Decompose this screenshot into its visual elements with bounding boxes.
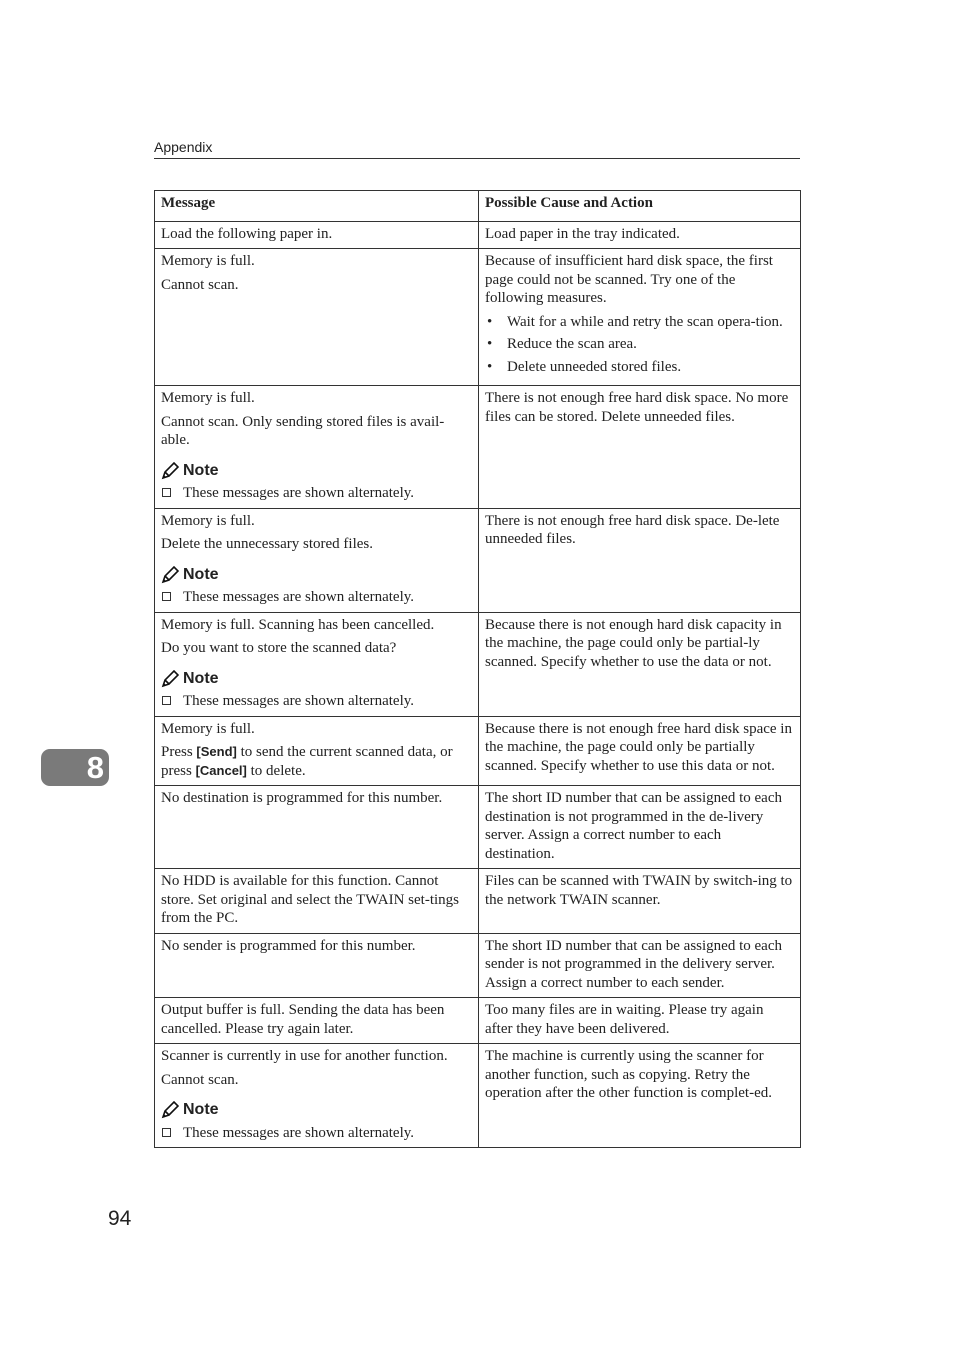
note-label: Note bbox=[183, 461, 219, 479]
message-text: Do you want to store the scanned data? bbox=[161, 640, 397, 656]
message-cell bbox=[155, 869, 479, 934]
action-text: Because of insufficient hard disk space, the first page could not be scanned. Try one of the following measures. bbox=[485, 253, 773, 306]
text-fragment: to send the current scanned data, or press bbox=[161, 744, 453, 779]
message-cell bbox=[155, 386, 479, 509]
message-text: No destination is programmed for this number. bbox=[161, 790, 443, 806]
table-row bbox=[155, 612, 801, 716]
table-row bbox=[155, 1044, 801, 1148]
action-cell bbox=[479, 249, 801, 386]
table-row bbox=[155, 869, 801, 934]
text-fragment: Press bbox=[161, 744, 197, 760]
table-row bbox=[155, 249, 801, 386]
message-cell bbox=[155, 998, 479, 1044]
action-text: The machine is currently using the scanner for another function, such as copying. Retry the operation after the other function is complet-ed. bbox=[485, 1048, 772, 1101]
message-text: Cannot scan. bbox=[161, 1071, 239, 1088]
table-row bbox=[155, 221, 801, 249]
note-item bbox=[161, 1124, 472, 1143]
send-key-label: [Send] bbox=[196, 744, 237, 759]
action-text: The short ID number that can be assigned to each destination is not programmed in the de-livery server. Assign a correct number to each destination. bbox=[485, 790, 782, 862]
action-text: Files can be scanned with TWAIN by switch-ing to the network TWAIN scanner. bbox=[485, 873, 793, 908]
action-text: Because there is not enough free hard disk space in the machine, the page could only be partially scanned. Specify whether to use this data or not. bbox=[485, 720, 792, 774]
message-text: Scanner is currently in use for another function. bbox=[161, 1048, 448, 1064]
note-label: Note bbox=[183, 1101, 219, 1118]
message-text: Delete the unnecessary stored files. bbox=[161, 536, 373, 552]
note-heading bbox=[161, 462, 472, 481]
cancel-key-label: [Cancel] bbox=[195, 762, 247, 778]
action-text: There is not enough free hard disk space. De-lete unneeded files. bbox=[485, 512, 780, 547]
checkbox-bullet-icon bbox=[162, 488, 171, 497]
message-text: Memory is full. bbox=[161, 720, 255, 737]
page-number: 94 bbox=[108, 1207, 132, 1230]
note-text: These messages are shown alternately. bbox=[183, 485, 415, 501]
action-cell bbox=[479, 786, 801, 869]
pencil-icon bbox=[161, 462, 179, 480]
message-cell bbox=[155, 221, 479, 249]
action-text: Because there is not enough hard disk capacity in the machine, the page could only be partial-ly scanned. Specify whether to use the data or not. bbox=[485, 616, 782, 670]
note-label: Note bbox=[183, 669, 219, 687]
message-text: Memory is full. Scanning has been cancelled. bbox=[161, 616, 435, 633]
message-cell bbox=[155, 249, 479, 386]
chapter-number: 8 bbox=[86, 750, 104, 785]
message-text: Memory is full. bbox=[161, 253, 255, 269]
message-text: Load the following paper in. bbox=[161, 225, 333, 242]
note-text: These messages are shown alternately. bbox=[183, 1124, 415, 1141]
note-text: These messages are shown alternately. bbox=[183, 693, 415, 709]
message-text: Output buffer is full. Sending the data has been cancelled. Please try again later. bbox=[161, 1002, 445, 1037]
list-item: • Reduce the scan area. bbox=[485, 335, 794, 354]
message-text: Cannot scan. Only sending stored files is avail-able. bbox=[161, 413, 445, 448]
note-heading bbox=[161, 1101, 472, 1120]
message-cell bbox=[155, 1044, 479, 1148]
action-cell bbox=[479, 612, 801, 716]
table-row bbox=[155, 716, 801, 786]
checkbox-bullet-icon bbox=[162, 1128, 171, 1137]
action-cell bbox=[479, 221, 801, 249]
note-heading bbox=[161, 670, 472, 689]
note-item bbox=[161, 692, 472, 711]
message-text: No HDD is available for this function. Cannot store. Set original and select the TWAIN set-tings from the PC. bbox=[161, 873, 459, 926]
note-heading bbox=[161, 566, 472, 585]
table-row bbox=[155, 933, 801, 998]
action-cell bbox=[479, 716, 801, 786]
message-cell bbox=[155, 786, 479, 869]
pencil-icon bbox=[161, 566, 179, 584]
message-text: Memory is full. bbox=[161, 390, 255, 406]
note-text: These messages are shown alternately. bbox=[183, 589, 415, 605]
pencil-icon bbox=[161, 1101, 179, 1119]
action-cell bbox=[479, 508, 801, 612]
note-label: Note bbox=[183, 565, 219, 583]
action-cell bbox=[479, 869, 801, 934]
message-text: Cannot scan. bbox=[161, 276, 239, 293]
checkbox-bullet-icon bbox=[162, 592, 171, 601]
message-text: No sender is programmed for this number. bbox=[161, 937, 416, 954]
text-fragment: to delete. bbox=[246, 762, 306, 779]
measure-list bbox=[485, 313, 794, 377]
action-cell bbox=[479, 386, 801, 509]
message-text bbox=[161, 743, 472, 780]
pencil-icon bbox=[161, 670, 179, 688]
message-cell bbox=[155, 508, 479, 612]
message-cell bbox=[155, 716, 479, 786]
action-cell bbox=[479, 933, 801, 998]
list-item: • Delete unneeded stored files. bbox=[485, 358, 794, 377]
table-row bbox=[155, 508, 801, 612]
table-row bbox=[155, 786, 801, 869]
column-header-message: Message bbox=[155, 191, 479, 222]
action-text: Load paper in the tray indicated. bbox=[485, 225, 680, 242]
action-cell bbox=[479, 998, 801, 1044]
message-cell bbox=[155, 933, 479, 998]
error-message-table bbox=[154, 190, 801, 1148]
action-text: The short ID number that can be assigned to each sender is not programmed in the delivery server. Assign a correct number to each sender. bbox=[485, 937, 782, 991]
column-header-action: Possible Cause and Action bbox=[479, 191, 801, 222]
table-row bbox=[155, 386, 801, 509]
action-text: Too many files are in waiting. Please try again after they have been delivered. bbox=[485, 1002, 764, 1037]
section-title: Appendix bbox=[154, 139, 213, 155]
message-cell bbox=[155, 612, 479, 716]
list-item: • Wait for a while and retry the scan opera-tion. bbox=[485, 313, 794, 332]
table-row bbox=[155, 998, 801, 1044]
running-header bbox=[154, 138, 800, 159]
note-item bbox=[161, 588, 472, 607]
chapter-tab bbox=[41, 749, 109, 786]
note-item bbox=[161, 484, 472, 503]
message-text: Memory is full. bbox=[161, 512, 255, 529]
checkbox-bullet-icon bbox=[162, 696, 171, 705]
action-cell bbox=[479, 1044, 801, 1148]
action-text: There is not enough free hard disk space. No more files can be stored. Delete unneeded files. bbox=[485, 390, 789, 425]
table-header-row bbox=[155, 191, 801, 222]
